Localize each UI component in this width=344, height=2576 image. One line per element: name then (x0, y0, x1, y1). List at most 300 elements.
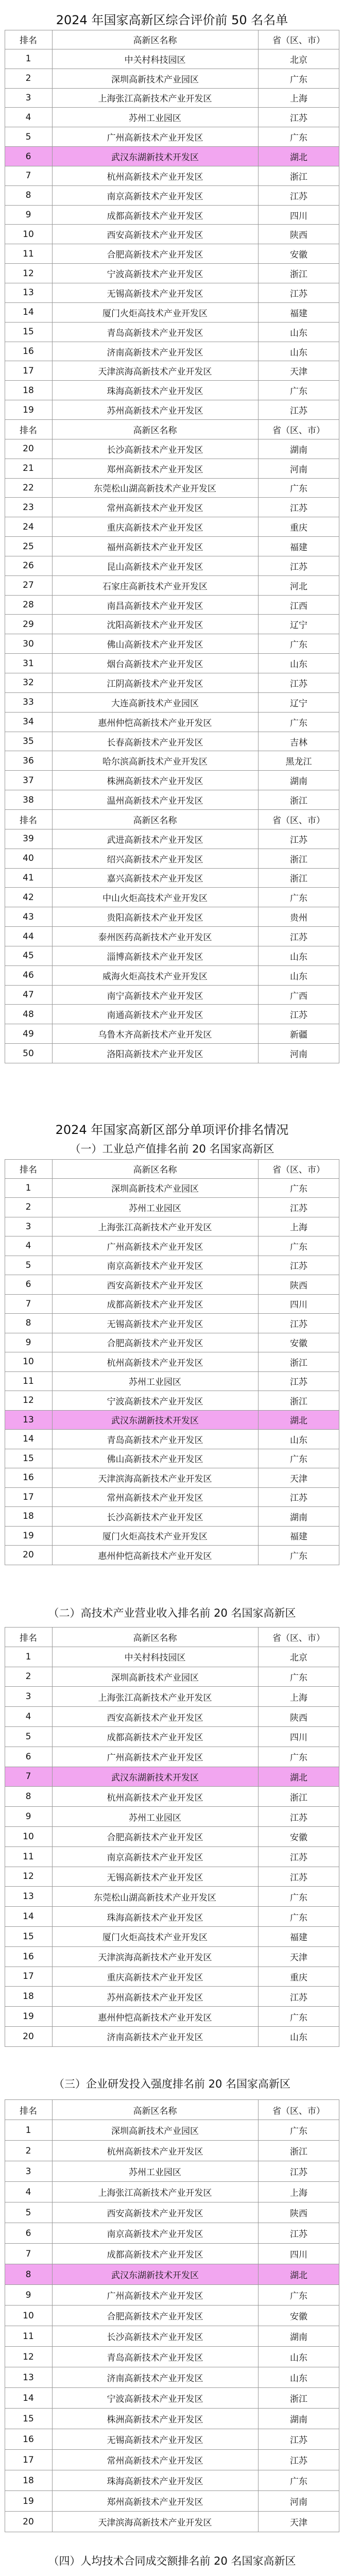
row-zone-name: 西安高新技术产业开发区 (107, 1713, 203, 1723)
row-province: 江苏 (290, 289, 307, 299)
table-row (5, 2007, 339, 2027)
row-zone-name: 中关村科技园区 (124, 55, 186, 65)
row-province: 辽宁 (290, 698, 307, 709)
header-province: 省（区、市） (272, 815, 325, 826)
row-zone-name: 南昌高新技术产业开发区 (107, 601, 203, 612)
row-zone-name: 乌鲁木齐高新技术产业开发区 (98, 1030, 212, 1041)
row-province: 湖南 (290, 2332, 307, 2343)
row-zone-name: 苏州工业园区 (129, 1203, 181, 1214)
row-rank: 7 (25, 1771, 31, 1782)
section-subtitle: （二）高技术产业营业收入排名前 20 名国家高新区 (48, 1607, 296, 1619)
row-rank: 24 (23, 521, 34, 532)
table-header-row (5, 1159, 339, 1179)
row-province: 山东 (290, 328, 307, 338)
row-zone-name: 南京高新技术产业开发区 (107, 1261, 203, 1272)
row-rank: 20 (23, 1550, 34, 1561)
row-rank: 1 (25, 54, 31, 64)
row-rank: 43 (23, 911, 34, 922)
table-row (5, 2367, 339, 2388)
table-row (5, 673, 339, 693)
row-zone-name: 常州高新技术产业开发区 (107, 2456, 203, 2466)
row-rank: 20 (23, 2516, 34, 2527)
row-rank: 14 (23, 307, 34, 318)
row-province: 江苏 (290, 1493, 307, 1504)
header-province: 省（区、市） (272, 2106, 325, 2116)
row-zone-name: 长沙高新技术产业开发区 (107, 2332, 203, 2343)
table-row (5, 303, 339, 323)
row-rank: 13 (23, 2372, 34, 2383)
table-row (5, 596, 339, 615)
row-rank: 36 (23, 755, 34, 766)
row-zone-name: 武汉东湖新技术开发区 (111, 2270, 199, 2281)
header-rank: 排名 (20, 1165, 37, 1176)
grid-line (258, 30, 259, 1063)
table-row (5, 166, 339, 186)
table-row (5, 323, 339, 342)
row-rank: 18 (23, 1991, 34, 2002)
row-zone-name: 无锡高新技术产业开发区 (107, 2435, 203, 2446)
table-row (5, 1430, 339, 1449)
table-row-highlighted (5, 147, 339, 166)
row-province: 江苏 (290, 835, 307, 845)
row-zone-name: 杭州高新技术产业开发区 (107, 1358, 203, 1368)
row-rank: 20 (23, 444, 34, 454)
row-province: 广东 (290, 1184, 307, 1195)
row-zone-name: 成都高新技术产业开发区 (107, 1300, 203, 1311)
table-row (5, 244, 339, 264)
row-zone-name: 无锡高新技术产业开发区 (107, 289, 203, 299)
row-province: 浙江 (290, 2147, 307, 2157)
section-ranking-table (5, 1159, 339, 1565)
row-province: 北京 (290, 55, 307, 65)
row-province: 浙江 (290, 1792, 307, 1803)
row-zone-name: 天津滨海高新技术产业开发区 (98, 1473, 212, 1484)
row-zone-name: 惠州仲恺高新技术产业开发区 (98, 718, 212, 728)
row-zone-name: 广州高新技术产业开发区 (107, 133, 203, 144)
row-zone-name: 天津滨海高新技术产业开发区 (98, 367, 212, 378)
row-rank: 5 (25, 2207, 31, 2218)
grid-line (258, 1159, 259, 1565)
row-rank: 10 (23, 229, 34, 240)
table-row (5, 1295, 339, 1314)
table-row (5, 225, 339, 245)
row-zone-name: 威海火炬高技术产业开发区 (102, 971, 208, 982)
row-province: 福建 (290, 1532, 307, 1543)
row-province: 浙江 (290, 172, 307, 182)
table-row (5, 1468, 339, 1488)
table-header-row (5, 420, 339, 439)
row-province: 广东 (290, 893, 307, 904)
row-province: 上海 (290, 1692, 307, 1703)
table-row (5, 1947, 339, 1967)
row-rank: 22 (23, 482, 34, 493)
table-row (5, 1827, 339, 1847)
row-zone-name: 广州高新技术产业开发区 (107, 1753, 203, 1764)
row-zone-name: 南宁高新技术产业开发区 (107, 991, 203, 1002)
table-row (5, 713, 339, 732)
row-rank: 40 (23, 853, 34, 864)
row-rank: 30 (23, 638, 34, 649)
row-province: 四川 (290, 1300, 307, 1311)
single-item-title: 2024 年国家高新区部分单项评价排名情况 (55, 1123, 289, 1137)
row-province: 吉林 (290, 737, 307, 748)
table-row (5, 2388, 339, 2409)
row-zone-name: 厦门火炬高技术产业开发区 (102, 1933, 208, 1943)
table-row (5, 1927, 339, 1947)
row-zone-name: 洛阳高新技术产业开发区 (107, 1049, 203, 1060)
row-province: 安徽 (290, 1338, 307, 1349)
table-row (5, 186, 339, 206)
row-province: 江苏 (290, 1261, 307, 1272)
row-province: 湖南 (290, 1512, 307, 1523)
row-rank: 17 (23, 2454, 34, 2465)
row-zone-name: 泰州医药高新技术产业开发区 (98, 933, 212, 943)
table-row (5, 1667, 339, 1687)
table-row (5, 1352, 339, 1372)
table-row (5, 2347, 339, 2367)
row-province: 江苏 (290, 562, 307, 572)
row-province: 四川 (290, 1733, 307, 1743)
table-row (5, 537, 339, 556)
row-zone-name: 珠海高新技术产业开发区 (107, 386, 203, 397)
row-province: 广东 (290, 1551, 307, 1562)
table-row (5, 888, 339, 907)
row-province: 陕西 (290, 2209, 307, 2219)
table-row (5, 2326, 339, 2347)
row-zone-name: 深圳高新技术产业园区 (111, 2126, 199, 2137)
row-province: 福建 (290, 543, 307, 553)
table-row (5, 2141, 339, 2161)
header-name: 高新区名称 (133, 36, 177, 46)
row-rank: 19 (23, 2011, 34, 2022)
row-rank: 10 (23, 1357, 34, 1367)
row-rank: 26 (23, 561, 34, 571)
row-province: 陕西 (290, 1713, 307, 1723)
row-province: 安徽 (290, 1833, 307, 1843)
row-rank: 18 (23, 2475, 34, 2486)
row-province: 陕西 (290, 1280, 307, 1291)
row-rank: 8 (25, 190, 31, 201)
table-row (5, 1527, 339, 1546)
row-rank: 17 (23, 1971, 34, 1982)
row-province: 浙江 (290, 854, 307, 865)
row-rank: 34 (23, 717, 34, 727)
row-rank: 14 (23, 1911, 34, 1922)
row-rank: 8 (25, 1791, 31, 1802)
row-zone-name: 济南高新技术产业开发区 (107, 2032, 203, 2043)
row-zone-name: 惠州仲恺高新技术产业开发区 (98, 1551, 212, 1562)
table-row-highlighted (5, 1767, 339, 1787)
table-row (5, 1687, 339, 1707)
row-zone-name: 常州高新技术产业开发区 (107, 1493, 203, 1504)
row-rank: 6 (25, 151, 31, 162)
row-rank: 28 (23, 600, 34, 611)
header-rank: 排名 (20, 1633, 37, 1643)
row-rank: 2 (25, 1202, 31, 1213)
row-zone-name: 上海张江高新技术产业开发区 (98, 1223, 212, 1233)
main-title: 2024 年国家高新区综合评价前 50 名名单 (56, 13, 288, 27)
row-province: 福建 (290, 308, 307, 319)
row-province: 江苏 (290, 2435, 307, 2446)
table-row (5, 1787, 339, 1807)
row-rank: 20 (23, 2031, 34, 2042)
table-row (5, 1179, 339, 1198)
row-province: 湖南 (290, 445, 307, 455)
row-zone-name: 南通高新技术产业开发区 (107, 1010, 203, 1021)
row-zone-name: 惠州仲恺高新技术产业开发区 (98, 2012, 212, 2023)
row-province: 广东 (290, 1242, 307, 1252)
row-zone-name: 合肥高新技术产业开发区 (107, 1833, 203, 1843)
row-province: 上海 (290, 94, 307, 105)
row-rank: 9 (25, 1337, 31, 1348)
table-row (5, 2202, 339, 2223)
row-rank: 7 (25, 171, 31, 181)
row-province: 广东 (290, 1753, 307, 1764)
table-row (5, 361, 339, 381)
row-rank: 32 (23, 677, 34, 688)
table-row (5, 1987, 339, 2007)
row-rank: 15 (23, 327, 34, 337)
row-province: 广东 (290, 133, 307, 144)
row-rank: 41 (23, 872, 34, 883)
row-zone-name: 广州高新技术产业开发区 (107, 1242, 203, 1252)
row-province: 上海 (290, 2188, 307, 2198)
row-zone-name: 大连高新技术产业园区 (111, 698, 199, 709)
row-zone-name: 珠海高新技术产业开发区 (107, 2477, 203, 2487)
row-zone-name: 东莞松山湖高新技术产业开发区 (94, 1892, 216, 1903)
table-row (5, 693, 339, 713)
row-rank: 13 (23, 287, 34, 298)
table-row (5, 576, 339, 596)
row-rank: 33 (23, 697, 34, 708)
row-zone-name: 杭州高新技术产业开发区 (107, 1792, 203, 1803)
table-row (5, 1647, 339, 1667)
row-province: 广东 (290, 1672, 307, 1683)
row-province: 江苏 (290, 933, 307, 943)
row-zone-name: 济南高新技术产业开发区 (107, 2374, 203, 2384)
row-rank: 21 (23, 463, 34, 474)
row-zone-name: 佛山高新技术产业开发区 (107, 1454, 203, 1465)
table-row (5, 2491, 339, 2512)
row-rank: 14 (23, 2393, 34, 2403)
row-province: 江苏 (290, 1872, 307, 1883)
row-zone-name: 苏州工业园区 (129, 113, 181, 124)
table-row (5, 732, 339, 752)
table-row (5, 654, 339, 673)
table-row (5, 2470, 339, 2491)
table-row (5, 264, 339, 283)
row-province: 天津 (290, 2518, 307, 2528)
row-zone-name: 合肥高新技术产业开发区 (107, 250, 203, 261)
row-province: 广东 (290, 640, 307, 651)
table-row (5, 1449, 339, 1469)
table-row (5, 1217, 339, 1237)
overall-ranking-table (5, 30, 339, 1063)
row-zone-name: 石家庄高新技术产业开发区 (102, 581, 208, 592)
row-zone-name: 宁波高新技术产业开发区 (107, 269, 203, 280)
row-zone-name: 济南高新技术产业开发区 (107, 347, 203, 358)
row-zone-name: 杭州高新技术产业开发区 (107, 172, 203, 182)
grid-line (258, 2099, 259, 2532)
row-zone-name: 郑州高新技术产业开发区 (107, 464, 203, 475)
table-header-row (5, 2099, 339, 2120)
row-rank: 18 (23, 385, 34, 396)
row-rank: 2 (25, 2145, 31, 2156)
row-rank: 2 (25, 73, 31, 84)
row-province: 江苏 (290, 406, 307, 417)
row-zone-name: 南京高新技术产业开发区 (107, 2229, 203, 2240)
row-province: 浙江 (290, 2394, 307, 2404)
row-province: 安徽 (290, 250, 307, 261)
row-zone-name: 上海张江高新技术产业开发区 (98, 94, 212, 105)
table-row (5, 1507, 339, 1527)
row-rank: 13 (23, 1891, 34, 1902)
table-row (5, 2429, 339, 2450)
row-rank: 6 (25, 1751, 31, 1762)
grid-line (258, 1627, 259, 2047)
row-rank: 3 (25, 2166, 31, 2177)
row-zone-name: 苏州工业园区 (129, 1812, 181, 1823)
header-rank: 排名 (20, 425, 37, 436)
row-rank: 47 (23, 990, 34, 1001)
table-row (5, 907, 339, 927)
row-province: 山东 (290, 347, 307, 358)
row-rank: 42 (23, 892, 34, 903)
row-rank: 5 (25, 131, 31, 142)
table-row (5, 1236, 339, 1256)
row-rank: 17 (23, 365, 34, 376)
header-province: 省（区、市） (272, 425, 325, 436)
row-rank: 1 (25, 1651, 31, 1662)
table-row-highlighted (5, 1411, 339, 1430)
row-province: 上海 (290, 1223, 307, 1233)
header-province: 省（区、市） (272, 1165, 325, 1176)
row-province: 河南 (290, 1049, 307, 1060)
row-zone-name: 深圳高新技术产业园区 (111, 74, 199, 85)
table-row (5, 517, 339, 537)
row-rank: 3 (25, 1221, 31, 1232)
row-province: 江苏 (290, 1377, 307, 1388)
row-zone-name: 厦门火炬高技术产业开发区 (102, 1532, 208, 1543)
row-province: 重庆 (290, 523, 307, 534)
row-rank: 4 (25, 1711, 31, 1722)
table-header-row (5, 1627, 339, 1647)
row-zone-name: 成都高新技术产业开发区 (107, 211, 203, 222)
row-zone-name: 无锡高新技术产业开发区 (107, 1872, 203, 1883)
row-province: 广东 (290, 386, 307, 397)
row-zone-name: 绍兴高新技术产业开发区 (107, 854, 203, 865)
row-province: 黑龙江 (285, 757, 312, 768)
row-province: 江苏 (290, 1319, 307, 1330)
row-rank: 16 (23, 346, 34, 357)
row-province: 天津 (290, 1473, 307, 1484)
row-province: 湖北 (290, 1416, 307, 1427)
row-zone-name: 烟台高新技术产业开发区 (107, 659, 203, 670)
row-rank: 11 (23, 2331, 34, 2342)
row-zone-name: 深圳高新技术产业园区 (111, 1184, 199, 1195)
table-row (5, 927, 339, 946)
header-name: 高新区名称 (133, 425, 177, 436)
table-row (5, 1198, 339, 1217)
table-row (5, 342, 339, 362)
row-zone-name: 长沙高新技术产业开发区 (107, 445, 203, 455)
row-zone-name: 成都高新技术产业开发区 (107, 1733, 203, 1743)
row-zone-name: 西安高新技术产业开发区 (107, 2209, 203, 2219)
row-province: 辽宁 (290, 620, 307, 631)
table-row (5, 1256, 339, 1276)
row-zone-name: 青岛高新技术产业开发区 (107, 2353, 203, 2363)
row-province: 湖北 (290, 2270, 307, 2281)
row-rank: 12 (23, 2351, 34, 2362)
table-row (5, 751, 339, 771)
table-row (5, 1333, 339, 1353)
table-row (5, 771, 339, 790)
row-province: 四川 (290, 211, 307, 222)
table-row (5, 1005, 339, 1025)
row-province: 江苏 (290, 1010, 307, 1021)
row-province: 江西 (290, 601, 307, 612)
table-row (5, 2161, 339, 2182)
row-zone-name: 昆山高新技术产业开发区 (107, 562, 203, 572)
row-zone-name: 东莞松山湖高新技术产业开发区 (94, 484, 216, 495)
row-province: 江苏 (290, 191, 307, 202)
row-province: 山东 (290, 971, 307, 982)
row-zone-name: 苏州工业园区 (129, 1377, 181, 1388)
row-rank: 6 (25, 2228, 31, 2239)
table-row (5, 1887, 339, 1907)
row-province: 新疆 (290, 1030, 307, 1041)
table-row (5, 829, 339, 849)
row-zone-name: 天津滨海高新技术产业开发区 (98, 2518, 212, 2528)
grid-line (52, 1627, 53, 2047)
row-rank: 35 (23, 736, 34, 747)
row-zone-name: 淄博高新技术产业开发区 (107, 952, 203, 962)
row-rank: 27 (23, 580, 34, 591)
table-row (5, 556, 339, 576)
row-rank: 8 (25, 1318, 31, 1329)
table-row (5, 498, 339, 517)
row-zone-name: 哈尔滨高新技术产业开发区 (102, 757, 208, 768)
table-row (5, 1044, 339, 1063)
row-zone-name: 成都高新技术产业开发区 (107, 2250, 203, 2260)
row-rank: 5 (25, 1260, 31, 1270)
row-province: 山东 (290, 2353, 307, 2363)
section-ranking-table (5, 2099, 339, 2532)
row-zone-name: 合肥高新技术产业开发区 (107, 1338, 203, 1349)
table-row (5, 1847, 339, 1867)
header-province: 省（区、市） (272, 36, 325, 46)
table-row (5, 2120, 339, 2141)
row-rank: 19 (23, 1530, 34, 1541)
header-province: 省（区、市） (272, 1633, 325, 1643)
table-row (5, 2285, 339, 2306)
table-header-row (5, 30, 339, 49)
row-zone-name: 株洲高新技术产业开发区 (107, 776, 203, 787)
row-province: 河南 (290, 2497, 307, 2507)
table-row (5, 1024, 339, 1044)
row-province: 广东 (290, 2012, 307, 2023)
row-province: 江苏 (290, 679, 307, 689)
grid-line (52, 2099, 53, 2532)
table-header-row (5, 810, 339, 829)
table-row-highlighted (5, 2264, 339, 2285)
row-zone-name: 青岛高新技术产业开发区 (107, 328, 203, 338)
row-province: 浙江 (290, 1358, 307, 1368)
header-rank: 排名 (20, 815, 37, 826)
row-province: 江苏 (290, 503, 307, 514)
row-zone-name: 武汉东湖新技术开发区 (111, 152, 199, 163)
table-row (5, 49, 339, 69)
